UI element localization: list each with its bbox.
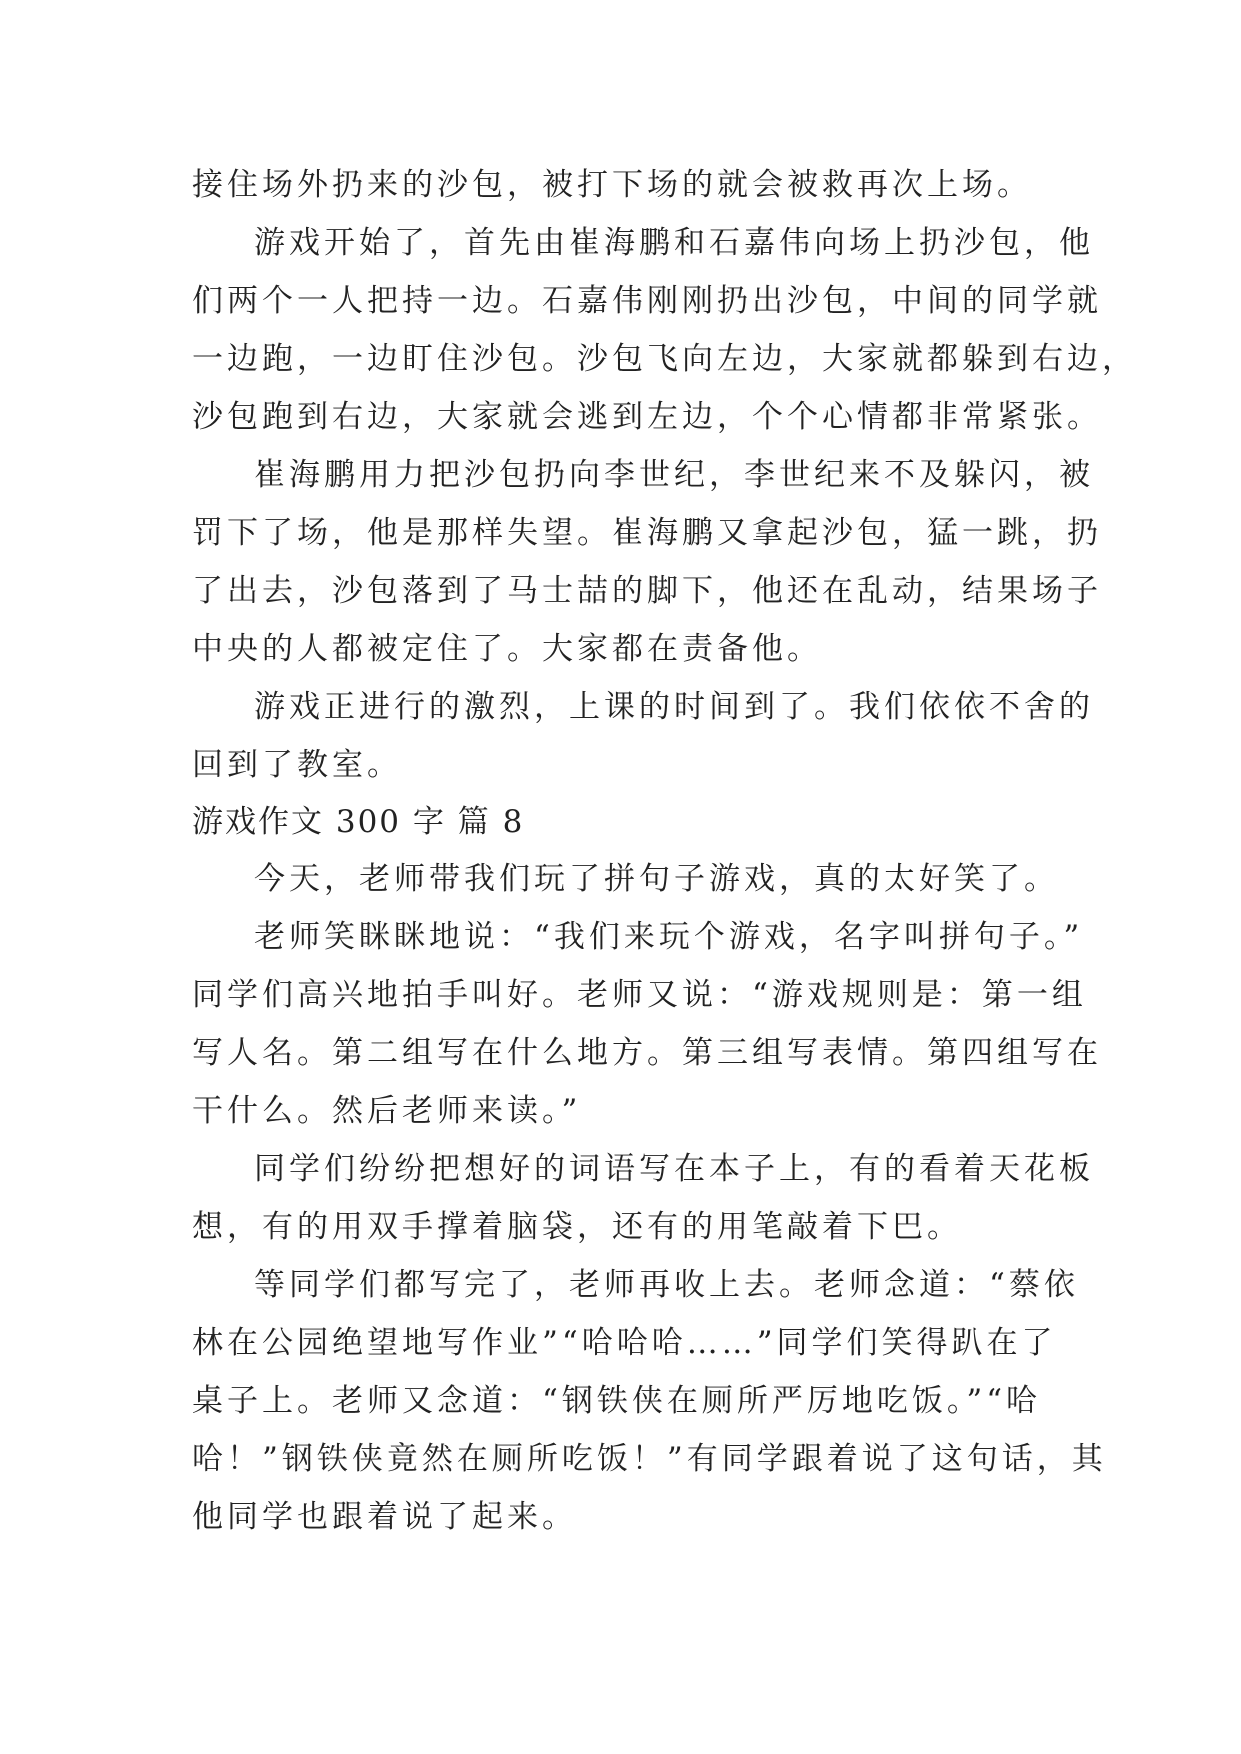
text-line: 同学们高兴地拍手叫好。老师又说：“游戏规则是：第一组 <box>192 977 1087 1013</box>
text-line: 写人名。第二组写在什么地方。第三组写表情。第四组写在 <box>192 1035 1102 1071</box>
text-line: 老师笑眯眯地说：“我们来玩个游戏，名字叫拼句子。” <box>254 919 1084 955</box>
text-line: 等同学们都写完了，老师再收上去。老师念道：“蔡依 <box>254 1267 1079 1303</box>
text-line: 了出去，沙包落到了马士喆的脚下，他还在乱动，结果场子 <box>192 573 1102 609</box>
paragraph <box>192 446 1102 678</box>
text-line: 接住场外扔来的沙包，被打下场的就会被救再次上场。 <box>192 167 1032 203</box>
paragraph <box>192 156 1054 214</box>
text-line: 罚下了场，他是那样失望。崔海鹏又拿起沙包，猛一跳，扔 <box>192 515 1102 551</box>
text-line: 他同学也跟着说了起来。 <box>192 1499 577 1535</box>
paragraph <box>192 1140 1094 1256</box>
paragraph <box>192 214 1137 446</box>
text-line: 游戏正进行的激烈，上课的时间到了。我们依依不舍的 <box>254 689 1094 725</box>
text-line: 们两个一人把持一边。石嘉伟刚刚扔出沙包，中间的同学就 <box>192 283 1102 319</box>
text-line: 中央的人都被定住了。大家都在责备他。 <box>192 631 822 667</box>
paragraph <box>192 908 1102 1140</box>
paragraph <box>192 1256 1107 1546</box>
text-line: 崔海鹏用力把沙包扔向李世纪，李世纪来不及躲闪，被 <box>254 457 1094 493</box>
text-line: 游戏开始了，首先由崔海鹏和石嘉伟向场上扔沙包，他 <box>254 225 1094 261</box>
section-heading: 游戏作文 300 字 篇 8 <box>192 804 525 840</box>
text-line: 一边跑，一边盯住沙包。沙包飞向左边，大家就都躲到右边， <box>192 341 1137 377</box>
text-line: 哈！”钢铁侠竟然在厕所吃饭！”有同学跟着说了这句话，其 <box>192 1441 1107 1477</box>
text-line: 桌子上。老师又念道：“钢铁侠在厕所严厉地吃饭。”“哈 <box>192 1383 1042 1419</box>
paragraph <box>192 678 1094 794</box>
text-line: 干什么。然后老师来读。” <box>192 1093 582 1129</box>
text-line: 同学们纷纷把想好的词语写在本子上，有的看着天花板 <box>254 1151 1094 1187</box>
text-line: 今天，老师带我们玩了拼句子游戏，真的太好笑了。 <box>254 861 1059 897</box>
text-line: 沙包跑到右边，大家就会逃到左边，个个心情都非常紧张。 <box>192 399 1102 435</box>
document-body <box>192 156 1137 1546</box>
text-line: 想，有的用双手撑着脑袋，还有的用笔敲着下巴。 <box>192 1209 962 1245</box>
text-line: 回到了教室。 <box>192 747 402 783</box>
text-line: 林在公园绝望地写作业”“哈哈哈……”同学们笑得趴在了 <box>192 1325 1057 1361</box>
paragraph <box>192 850 1059 908</box>
